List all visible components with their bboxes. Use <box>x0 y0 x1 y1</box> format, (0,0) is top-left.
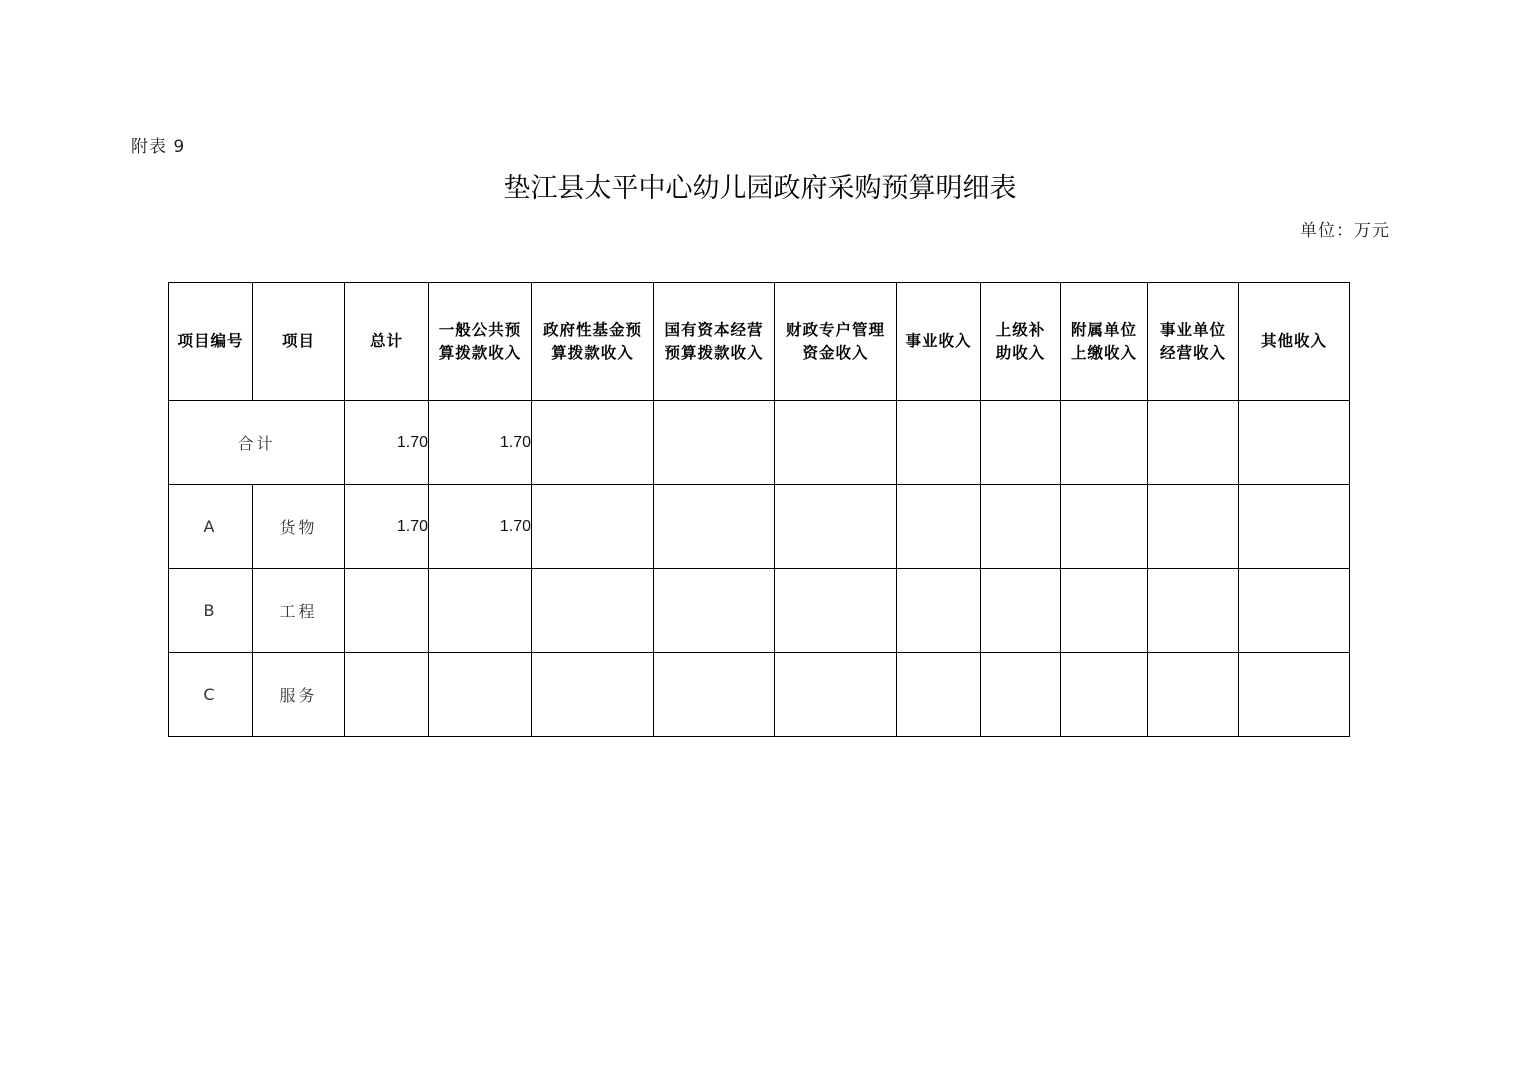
total-sum-cell: 1.70 <box>345 401 429 485</box>
empty-cell <box>981 569 1061 653</box>
column-header-line: 算拨款收入 <box>438 343 522 362</box>
empty-cell <box>1239 485 1350 569</box>
table-row <box>169 485 1350 569</box>
item-code-cell: A <box>169 485 253 569</box>
empty-cell <box>981 401 1061 485</box>
column-header <box>775 283 897 401</box>
column-header <box>532 283 654 401</box>
empty-cell <box>981 653 1061 737</box>
item-name-cell: 货物 <box>253 485 345 569</box>
column-header <box>981 283 1061 401</box>
item-code-cell: B <box>169 569 253 653</box>
empty-cell <box>897 569 981 653</box>
column-header-line: 助收入 <box>995 343 1046 362</box>
empty-cell <box>532 569 654 653</box>
column-header-line: 资金收入 <box>802 343 869 362</box>
column-header <box>1148 283 1239 401</box>
empty-cell <box>775 653 897 737</box>
empty-cell <box>654 401 775 485</box>
item-name-cell: 工程 <box>253 569 345 653</box>
page-title: 垫江县太平中心幼儿园政府采购预算明细表 <box>503 173 1017 204</box>
column-header <box>897 283 981 401</box>
column-header <box>429 283 532 401</box>
column-header-line: 预算拨款收入 <box>664 343 764 362</box>
table-row <box>169 653 1350 737</box>
empty-cell <box>1148 485 1239 569</box>
column-header-line: 项目编号 <box>177 332 244 350</box>
empty-cell <box>775 569 897 653</box>
empty-cell <box>1061 653 1148 737</box>
column-header-line: 一般公共预 <box>438 320 522 339</box>
empty-cell <box>654 569 775 653</box>
column-header-line: 附属单位 <box>1070 320 1137 339</box>
column-header-line: 算拨款收入 <box>551 343 634 362</box>
column-header <box>654 283 775 401</box>
empty-cell <box>1061 401 1148 485</box>
column-header <box>1239 283 1350 401</box>
column-header-line: 事业收入 <box>905 332 972 350</box>
column-header-line: 总计 <box>369 332 403 350</box>
total-label-cell: 合计 <box>169 401 345 485</box>
total-row <box>169 401 1350 485</box>
item-total-cell <box>345 569 429 653</box>
item-code-cell: C <box>169 653 253 737</box>
column-header-line: 财政专户管理 <box>785 320 885 339</box>
empty-cell <box>1239 653 1350 737</box>
empty-cell <box>897 653 981 737</box>
empty-cell <box>654 653 775 737</box>
column-header-line: 国有资本经营 <box>664 320 764 339</box>
column-header-line: 经营收入 <box>1159 343 1226 362</box>
item-general-budget-cell <box>429 653 532 737</box>
empty-cell <box>1239 569 1350 653</box>
header-row <box>169 283 1350 401</box>
item-general-budget-cell: 1.70 <box>429 485 532 569</box>
item-total-cell <box>345 653 429 737</box>
empty-cell <box>532 653 654 737</box>
column-header <box>1061 283 1148 401</box>
empty-cell <box>1061 569 1148 653</box>
unit-label: 单位：万元 <box>1300 221 1390 241</box>
empty-cell <box>532 485 654 569</box>
column-header <box>169 283 253 401</box>
column-header-line: 上级补 <box>995 320 1046 339</box>
column-header-line: 政府性基金预 <box>542 320 642 339</box>
total-general-budget-cell: 1.70 <box>429 401 532 485</box>
table-row <box>169 569 1350 653</box>
empty-cell <box>897 485 981 569</box>
empty-cell <box>897 401 981 485</box>
empty-cell <box>1148 653 1239 737</box>
column-header <box>253 283 345 401</box>
empty-cell <box>981 485 1061 569</box>
empty-cell <box>775 485 897 569</box>
item-total-cell: 1.70 <box>345 485 429 569</box>
column-header-line: 项目 <box>281 332 315 350</box>
empty-cell <box>1148 569 1239 653</box>
item-name-cell: 服务 <box>253 653 345 737</box>
table-body <box>169 401 1350 737</box>
column-header-line: 事业单位 <box>1159 320 1226 339</box>
empty-cell <box>775 401 897 485</box>
column-header <box>345 283 429 401</box>
empty-cell <box>654 485 775 569</box>
column-header-line: 上缴收入 <box>1070 343 1137 362</box>
appendix-label: 附表 9 <box>131 137 186 157</box>
procurement-budget-table <box>168 282 1350 737</box>
empty-cell <box>1148 401 1239 485</box>
column-header-line: 其他收入 <box>1260 332 1327 350</box>
empty-cell <box>1239 401 1350 485</box>
empty-cell <box>532 401 654 485</box>
empty-cell <box>1061 485 1148 569</box>
item-general-budget-cell <box>429 569 532 653</box>
